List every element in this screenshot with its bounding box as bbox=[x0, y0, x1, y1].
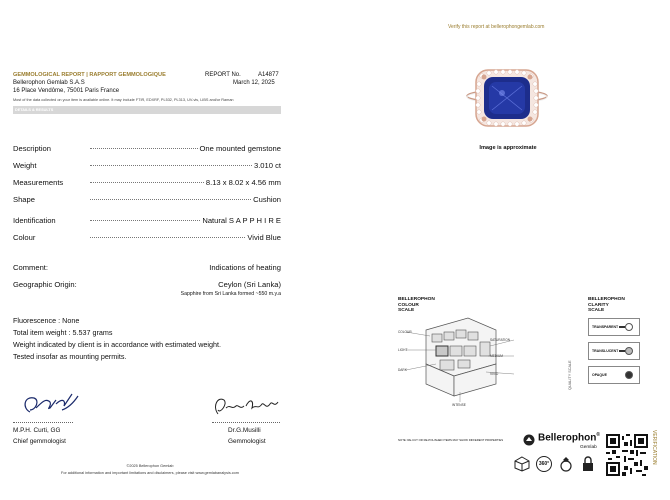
detail-row-identification bbox=[13, 216, 281, 225]
colour-label-4: MEDIUM bbox=[490, 354, 503, 358]
clarity-row-transparent: TRANSPARENT bbox=[588, 318, 640, 336]
footer-info: For additional information and important limitations and disclaimers, please visit www.gemlabanalysis.com bbox=[61, 471, 239, 475]
clarity-dot-icon bbox=[625, 347, 633, 355]
report-date: March 12, 2025 bbox=[233, 80, 275, 86]
signer-name-1: M.P.H. Curti, GG bbox=[13, 427, 61, 434]
detail-label: Measurements bbox=[13, 178, 64, 187]
clarity-dot-icon bbox=[625, 371, 633, 379]
lock-icon bbox=[580, 456, 596, 472]
report-no-label: REPORT No. bbox=[205, 72, 241, 78]
brand-sub: Gemlab bbox=[580, 445, 597, 450]
clarity-dot-icon bbox=[625, 323, 633, 331]
detail-label: Description bbox=[13, 144, 51, 153]
signer-title-2: Gemmologist bbox=[228, 438, 266, 445]
company-address: 16 Place Vendôme, 75001 Paris France bbox=[13, 88, 120, 94]
colour-label-3: DARK bbox=[398, 368, 407, 372]
origin-value: Ceylon (Sri Lanka) bbox=[218, 280, 281, 289]
qr-code-icon[interactable] bbox=[606, 434, 648, 476]
colour-label-5: VIVID bbox=[490, 372, 499, 376]
comment-row bbox=[13, 263, 281, 272]
section-bar-label: DETAILS & RESULTS bbox=[15, 108, 54, 112]
bellerophon-logo-icon bbox=[523, 433, 535, 445]
detail-label: Identification bbox=[13, 216, 56, 225]
detail-label: Weight bbox=[13, 161, 37, 170]
detail-value: One mounted gemstone bbox=[199, 144, 281, 153]
verify-link[interactable]: Verify this report at bellerophongemlab.com bbox=[448, 24, 545, 30]
origin-row bbox=[13, 280, 281, 289]
note-tested: Tested insofar as mounting permits. bbox=[13, 352, 127, 361]
verification-vertical: VERIFICATION bbox=[651, 430, 657, 465]
section-bar bbox=[13, 106, 281, 114]
report-no-value: A14877 bbox=[258, 72, 279, 78]
detail-label: Shape bbox=[13, 195, 35, 204]
detail-value: 8.13 x 8.02 x 4.56 mm bbox=[205, 178, 281, 187]
ring-image bbox=[462, 60, 552, 146]
company-name: Bellerophon Gemlab S.A.S bbox=[13, 80, 85, 86]
clarity-scale-title: BELLEROPHON CLARITY SCALE bbox=[588, 297, 625, 313]
colour-scale-title: BELLEROPHON COLOUR SCALE bbox=[398, 297, 435, 313]
note-fluorescence: Fluorescence : None bbox=[13, 316, 80, 325]
detail-row-description bbox=[13, 144, 281, 153]
clarity-row-translucent: TRANSLUCENT bbox=[588, 342, 640, 360]
detail-row-weight bbox=[13, 161, 281, 170]
brand-name: Bellerophon® bbox=[538, 432, 601, 444]
footer-copyright: ©2025 Bellerophon Gemlab bbox=[126, 464, 174, 468]
origin-sub: Sapphire from Sri Lanka formed ~550 m.y.a bbox=[180, 291, 281, 297]
colour-label-6: INTENSE bbox=[452, 403, 466, 407]
detail-value: Natural S A P P H I R E bbox=[202, 216, 281, 225]
ring-outline-icon bbox=[558, 456, 574, 472]
colour-label-0: COLOUR bbox=[398, 330, 412, 334]
detail-value: Cushion bbox=[253, 195, 281, 204]
detail-label: Colour bbox=[13, 233, 36, 242]
cube-icon bbox=[514, 456, 530, 472]
colour-scale-diagram bbox=[396, 312, 524, 404]
signature-curti bbox=[16, 388, 86, 420]
signer-title-1: Chief gemmologist bbox=[13, 438, 66, 445]
note-weight-client: Weight indicated by client is in accordance with estimated weight. bbox=[13, 340, 222, 349]
signer-name-2: Dr.G.Musilli bbox=[228, 427, 261, 434]
clarity-row-opaque: OPAQUE bbox=[588, 366, 640, 384]
note-total-weight: Total item weight : 5.537 grams bbox=[13, 328, 113, 337]
colour-label-1: SATURATION bbox=[490, 338, 511, 342]
colour-label-2: LIGHT bbox=[398, 348, 408, 352]
quality-scale-side: QUALITY SCALE bbox=[568, 360, 572, 390]
detail-row-measurements bbox=[13, 178, 281, 187]
detail-value: 3.010 ct bbox=[253, 161, 281, 170]
colour-footnote: NOTE: RE-CUT OR RE-POLISHED ITEMS MAY SHOW DIFFERENT PROPERTIES bbox=[398, 438, 504, 442]
detail-row-shape bbox=[13, 195, 281, 204]
origin-label: Geographic Origin: bbox=[13, 280, 77, 289]
detail-value: Vivid Blue bbox=[247, 233, 281, 242]
comment-label: Comment: bbox=[13, 263, 49, 272]
report-title: GEMMOLOGICAL REPORT | RAPPORT GEMMOLOGIQUE bbox=[13, 72, 166, 78]
badge-360-icon: 360° bbox=[536, 456, 552, 472]
image-caption: Image is approximate bbox=[479, 145, 537, 151]
comment-value: Indications of heating bbox=[209, 263, 281, 272]
detail-row-colour bbox=[13, 233, 281, 242]
signature-musilli bbox=[210, 392, 290, 422]
report-note: Most of the data collected on your item is available online. It may include FTIR, EDXRF, PL532, PL313, UV-vis, LIBS and/or Raman bbox=[13, 98, 234, 102]
